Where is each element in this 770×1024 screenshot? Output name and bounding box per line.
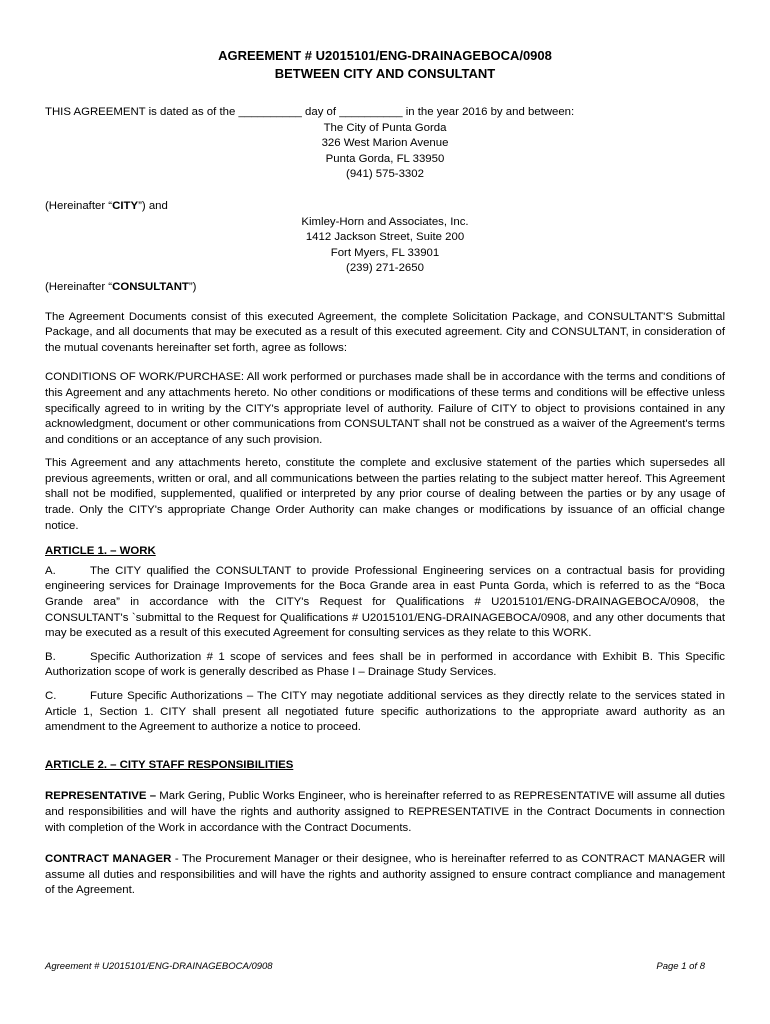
section-a-text: The CITY qualified the CONSULTANT to provide Professional Engineering services on a contractual basis for providing engineering services for Drainage Improvements for the Boca Grande area in east Punta Gorda, which is referred to as the “Boca Grande area” in accordance with the CITY's Request for Qualifications # U2015101/ENG-DRAINAGEBOCA/0908, the CONSULTANT's `submittal to the Request for Qualifications # U2015101/ENG-DRAINAGEBOCA/0908, and any other documents that may be executed as a result of this executed Agreement for consulting services as they relate to this WORK. [45, 564, 725, 640]
agreement-documents-paragraph: The Agreement Documents consist of this executed Agreement, the complete Solicitation Package, and CONSULTANT'S Submittal Package, and all documents that may be executed as a result of this executed agreement. City and CONSULTANT, in consideration of the mutual covenants hereinafter set forth, agree as follows: [45, 310, 725, 354]
representative-label: REPRESENTATIVE – [45, 790, 157, 803]
contract-manager-paragraph [45, 852, 725, 899]
article-1-section-c [45, 689, 725, 736]
city-citystate: Punta Gorda, FL 33950 [325, 152, 445, 165]
consultant-label-pre: (Hereinafter “ [45, 280, 113, 293]
consultant-street: 1412 Jackson Street, Suite 200 [305, 231, 465, 244]
city-address [45, 121, 725, 183]
representative-text: Mark Gering, Public Works Engineer, who is hereinafter referred to as REPRESENTATIVE will assume all duties and responsibilities and will have the rights and authority assigned to REPRESENTATIVE in the Contract Documents in connection with completion of the Work in accordance with the Contract Documents. [45, 790, 725, 834]
consultant-name: Kimley-Horn and Associates, Inc. [301, 215, 469, 228]
conditions-paragraph: CONDITIONS OF WORK/PURCHASE: All work performed or purchases made shall be in accordance with the terms and conditions of this Agreement and any attachments hereto. No other conditions or modifications of these terms and conditions will be effective unless specifically agreed to in writing by the CITY's appropriate level of authority. Failure of CITY to object to provisions contained in any acknowledgment, document or other communications from CONSULTANT shall not be construed as a waiver of the Agreement's terms and conditions or an acceptance of any such provision. [45, 371, 725, 446]
section-b-label: B. [45, 650, 56, 663]
article-1-heading: ARTICLE 1. – WORK [45, 545, 156, 558]
article-2-heading: ARTICLE 2. – CITY STAFF RESPONSIBILITIES [45, 758, 294, 771]
footer-page-number: Page 1 of 8 [656, 961, 705, 972]
consultant-citystate: Fort Myers, FL 33901 [330, 246, 440, 259]
title-line-2: BETWEEN CITY AND CONSULTANT [274, 66, 496, 81]
intro-paragraph: THIS AGREEMENT is dated as of the __________ day of __________ in the year 2016 by and between: [45, 106, 575, 118]
consultant-label-bold: CONSULTANT [112, 280, 189, 293]
article-1-section-a [45, 564, 725, 642]
footer-agreement-number: Agreement # U2015101/ENG-DRAINAGEBOCA/0908 [45, 961, 273, 972]
city-phone: (941) 575-3302 [346, 168, 424, 181]
city-name: The City of Punta Gorda [323, 121, 447, 134]
city-street: 326 West Marion Avenue [321, 137, 449, 150]
contract-manager-label: CONTRACT MANAGER [45, 853, 172, 866]
section-a-label: A. [45, 564, 56, 577]
section-c-label: C. [45, 690, 57, 702]
article-1-section-b [45, 650, 725, 681]
city-label-bold: CITY [112, 199, 139, 212]
consultant-phone: (239) 271-2650 [346, 262, 424, 275]
section-c-text: Future Specific Authorizations – The CITY may negotiate additional services as they directly relate to the services stated in Article 1, Section 1. CITY shall present all negotiated future specific authorizations to the appropriate award authority as an amendment to the Agreement to authorize a notice to proceed. [45, 690, 725, 734]
representative-paragraph [45, 789, 725, 836]
document-body [45, 47, 725, 899]
title-line-1: AGREEMENT # U2015101/ENG-DRAINAGEBOCA/0908 [218, 48, 552, 63]
consultant-label-post: ”) [188, 280, 197, 293]
section-b-text: Specific Authorization # 1 scope of services and fees shall be in performed in accordance with Exhibit B. This Specific Authorization scope of work is generally described as Phase I – Drainage Study Services. [45, 650, 725, 679]
consultant-address [45, 215, 725, 277]
consultant-label [45, 280, 725, 296]
city-label-pre: (Hereinafter “ [45, 199, 113, 212]
city-label [45, 199, 725, 215]
contract-manager-text: - The Procurement Manager or their designee, who is hereinafter referred to as CONTRACT MANAGER will assume all duties and responsibilities and will have the rights and authority assigned to ensure contract compliance and management of the Agreement. [45, 853, 725, 897]
entire-agreement-paragraph: This Agreement and any attachments hereto, constitute the complete and exclusive statement of the parties which supersedes all previous agreements, written or oral, and all communications between the parties relating to the subject matter hereof. This Agreement shall not be modified, supplemented, qualified or interpreted by any prior course of dealing between the parties or by any usage of trade. Only the CITY's appropriate Change Order Authority can make changes or modifications by issuance of an official change notice. [45, 457, 725, 532]
city-label-post: ”) and [138, 199, 168, 212]
